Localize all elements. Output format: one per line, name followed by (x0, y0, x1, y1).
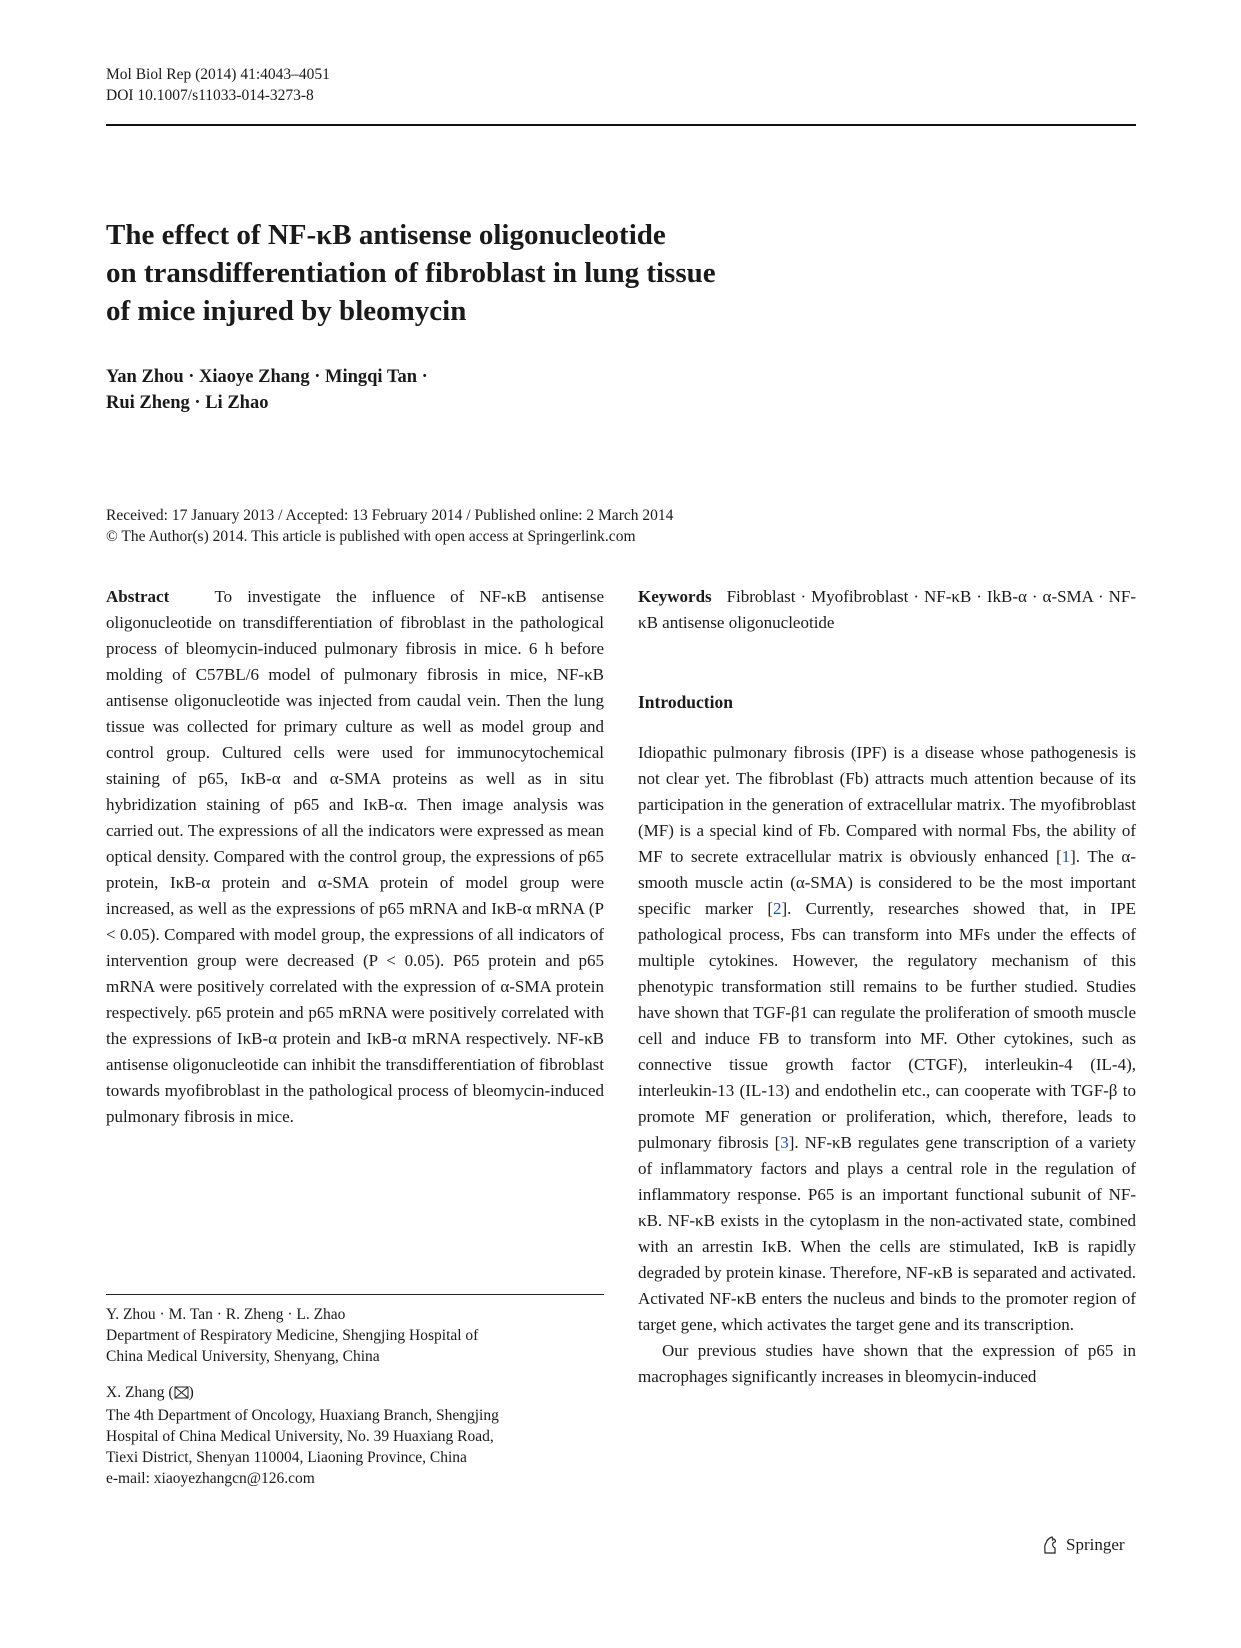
history-line: Received: 17 January 2013 / Accepted: 13 February 2014 / Published online: 2 March 2014 (106, 507, 674, 524)
title-line-1: The effect of NF-κB antisense oligonucleotide (106, 219, 666, 251)
article-title (106, 216, 906, 330)
springer-horse-icon (1040, 1535, 1060, 1555)
citation-line: Mol Biol Rep (2014) 41:4043–4051 (106, 66, 330, 83)
header-rule (106, 124, 1136, 126)
left-column (106, 584, 604, 1130)
intro-paragraph-1: Idiopathic pulmonary fibrosis (IPF) is a disease whose pathogenesis is not clear yet. The fibroblast (Fb) attracts much attention because of its participation in the generation of extracellular matrix. The myofibroblast (MF) is a special kind of Fb. Compared with normal Fbs, the ability of MF to secrete extracellular matrix is obviously enhanced [1]. The α-smooth muscle actin (α-SMA) is considered to be the most important specific marker [2]. Currently, researches showed that, in IPE pathological process, Fbs can transform into MFs under the effects of multiple cytokines. However, the regulatory mechanism of this phenotypic transformation still remains to be further studied. Studies have shown that TGF-β1 can regulate the proliferation of smooth muscle cell and induce FB to transform into MF. Other cytokines, such as connective tissue growth factor (CTGF), interleukin-4 (IL-4), interleukin-13 (IL-13) and endothelin etc., can cooperate with TGF-β to promote MF generation or proliferation, which, therefore, leads to pulmonary fibrosis [3]. NF-κB regulates gene transcription of a variety of inflammatory factors and plays a central role in the regulation of inflammatory response. P65 is an important functional subunit of NF-κB. NF-κB exists in the cytoplasm in the non-activated state, combined with an arrestin IκB. When the cells are stimulated, IκB is rapidly degraded by protein kinase. Therefore, NF-κB is separated and activated. Activated NF-κB enters the nucleus and binds to the promoter region of target gene, which activates the target gene and its transcription. (638, 743, 1136, 1334)
citation-link-3[interactable]: 3 (780, 1133, 789, 1152)
affiliation-2-line-3: Tiexi District, Shenyan 110004, Liaoning Province, China (106, 1449, 467, 1466)
contact-email[interactable]: e-mail: xiaoyezhangcn@126.com (106, 1470, 315, 1487)
author-list (106, 364, 428, 416)
authors-line-1: Yan Zhou · Xiaoye Zhang · Mingqi Tan · (106, 367, 428, 387)
publication-history (106, 505, 673, 547)
right-column (638, 584, 1136, 1386)
keywords-text: Fibroblast · Myofibroblast · NF-κB · IkB-α · α-SMA · NF-κB antisense oligonucleotide (638, 587, 1136, 632)
keywords-label: Keywords (638, 587, 712, 606)
abstract-text: To investigate the influence of NF-κB antisense oligonucleotide on transdifferentiation of fibroblast in the pathological process of bleomycin-induced pulmonary fibrosis in mice. 6 h before molding of C57BL/6 model of pulmonary fibrosis in mice, NF-κB antisense oligonucleotide was injected from caudal vein. Then the lung tissue was collected for primary culture as well as model group and control group. Cultured cells were used for immunocytochemical staining of p65, IκB-α and α-SMA proteins as well as in situ hybridization staining of p65 and IκB-α. Then image analysis was carried out. The expressions of all the indicators were expressed as mean optical density. Compared with the control group, the expressions of p65 protein, IκB-α protein and α-SMA protein of model group were increased, as well as the expressions of p65 mRNA and IκB-α mRNA (P < 0.05). Compared with model group, the expressions of all indicators of intervention group were decreased (P < 0.05). P65 protein and p65 mRNA were positively correlated with the expression of α-SMA protein respectively. p65 protein and p65 mRNA were positively correlated with the expressions of IκB-α protein and IκB-α mRNA respectively. NF-κB antisense oligonucleotide can inhibit the transdifferentiation of fibroblast towards myofibroblast in the pathological process of bleomycin-induced pulmonary fibrosis in mice. (106, 587, 604, 1126)
abstract-label: Abstract (106, 587, 170, 606)
affiliation-1 (106, 1304, 604, 1367)
affiliation-1-line-1: Department of Respiratory Medicine, Shengjing Hospital of (106, 1327, 479, 1344)
doi-line[interactable]: DOI 10.1007/s11033-014-3273-8 (106, 87, 314, 104)
affiliation-2-line-1: The 4th Department of Oncology, Huaxiang Branch, Shengjing (106, 1407, 499, 1424)
introduction-body (638, 740, 1136, 1390)
affiliation-2 (106, 1382, 604, 1489)
affiliation-1-line-2: China Medical University, Shenyang, China (106, 1348, 380, 1365)
intro-paragraph-2: Our previous studies have shown that the expression of p65 in macrophages significantly increases in bleomycin-induced (638, 1341, 1136, 1386)
citation-link-1[interactable]: 1 (1061, 847, 1071, 866)
affiliation-2-name: X. Zhang ( ) (106, 1382, 604, 1405)
keywords (638, 584, 1136, 636)
title-line-2: on transdifferentiation of fibroblast in lung tissue (106, 257, 716, 289)
introduction-heading: Introduction (638, 692, 733, 712)
citation-link-2[interactable]: 2 (773, 899, 782, 918)
copyright-line: © The Author(s) 2014. This article is published with open access at Springerlink.com (106, 528, 636, 545)
publisher-name: Springer (1066, 1535, 1125, 1554)
envelope-icon (174, 1384, 189, 1405)
abstract (106, 584, 604, 1130)
authors-line-2: Rui Zheng · Li Zhao (106, 393, 269, 413)
affiliation-2-line-2: Hospital of China Medical University, No. 39 Huaxiang Road, (106, 1428, 494, 1445)
journal-citation (106, 64, 330, 106)
publisher-logo (1040, 1535, 1125, 1555)
affiliation-1-names: Y. Zhou · M. Tan · R. Zheng · L. Zhao (106, 1306, 346, 1323)
title-line-3: of mice injured by bleomycin (106, 295, 467, 327)
footnote-rule (106, 1294, 604, 1295)
